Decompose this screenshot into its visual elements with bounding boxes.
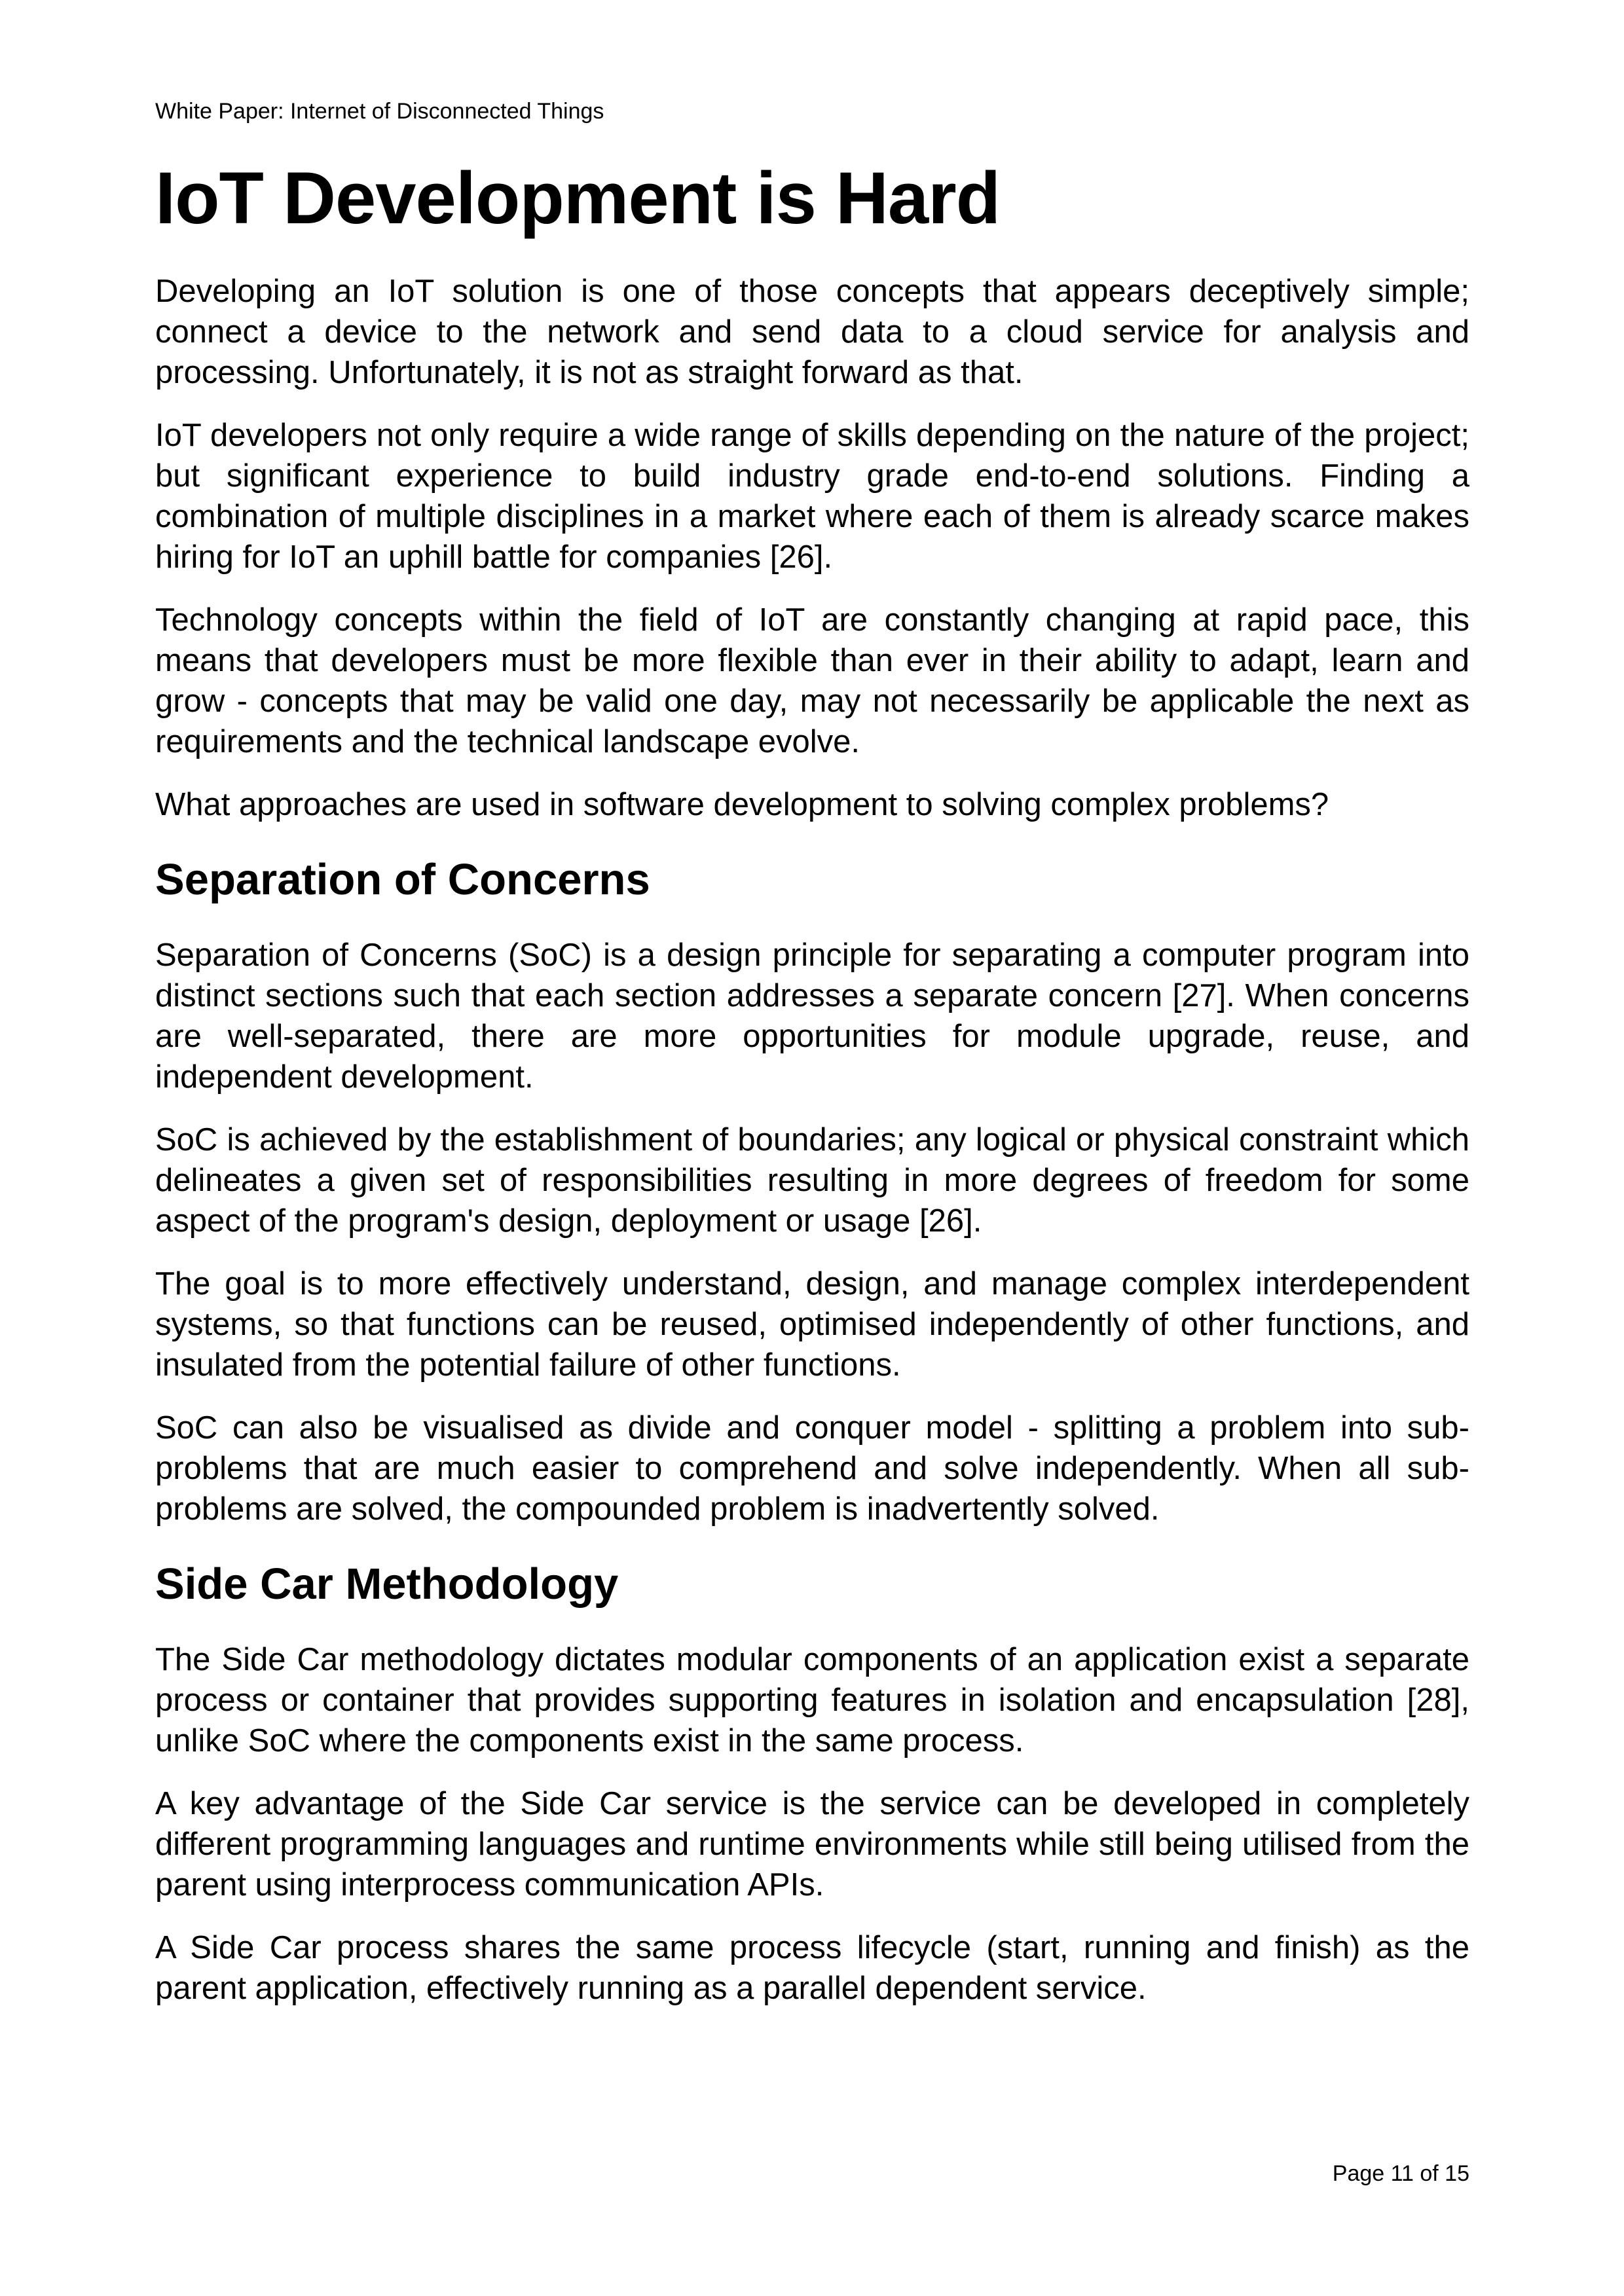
intro-paragraph-1: Developing an IoT solution is one of those concepts that appears deceptively simple; connect a device to the network and send data to a cloud service for analysis and processing. Unfortunately, it is not as straight forward as that. bbox=[155, 274, 1469, 390]
page-number: Page 11 of 15 bbox=[1332, 2161, 1469, 2186]
intro-paragraph-4: What approaches are used in software development to solving complex problems? bbox=[155, 787, 1329, 822]
running-header: White Paper: Internet of Disconnected Things bbox=[155, 99, 604, 124]
sidecar-paragraph-1: The Side Car methodology dictates modular components of an application exist a separate process or container that provides supporting features in isolation and encapsulation [28], unlike SoC where the components exist in the same process. bbox=[155, 1642, 1469, 1758]
section-heading-separation-of-concerns: Separation of Concerns bbox=[155, 855, 650, 904]
soc-paragraph-1: Separation of Concerns (SoC) is a design principle for separating a computer program into distinct sections such that each section addresses a separate concern [27]. When concerns are well-separated, there are more opportunities for module upgrade, reuse, and independent development. bbox=[155, 938, 1469, 1095]
soc-paragraph-3: The goal is to more effectively understand, design, and manage complex interdependent systems, so that functions can be reused, optimised independently of other functions, and insulated from the potential failure of other functions. bbox=[155, 1266, 1469, 1383]
sidecar-paragraph-3: A Side Car process shares the same process lifecycle (start, running and finish) as the parent application, effectively running as a parallel dependent service. bbox=[155, 1930, 1469, 2006]
section-heading-side-car-methodology: Side Car Methodology bbox=[155, 1559, 619, 1609]
page-title: IoT Development is Hard bbox=[155, 157, 1001, 239]
intro-paragraph-2: IoT developers not only require a wide range of skills depending on the nature of the project; but significant experience to build industry grade end-to-end solutions. Finding a combination of multiple disciplines in a market where each of them is already scarce makes hiring for IoT an uphill battle for companies [26]. bbox=[155, 418, 1469, 575]
intro-paragraph-3: Technology concepts within the field of IoT are constantly changing at rapid pace, this means that developers must be more flexible than ever in their ability to adapt, learn and grow - concepts that may be valid one day, may not necessarily be applicable the next as requirements and the technical landscape evolve. bbox=[155, 602, 1469, 759]
sidecar-paragraph-2: A key advantage of the Side Car service is the service can be developed in completely different programming languages and runtime environments while still being utilised from the parent using interprocess communication APIs. bbox=[155, 1786, 1469, 1903]
soc-paragraph-2: SoC is achieved by the establishment of boundaries; any logical or physical constraint which delineates a given set of responsibilities resulting in more degrees of freedom for some aspect of the program's design, deployment or usage [26]. bbox=[155, 1122, 1469, 1239]
soc-paragraph-4: SoC can also be visualised as divide and conquer model - splitting a problem into sub-problems that are much easier to comprehend and solve independently. When all sub-problems are solved, the compounded problem is inadvertently solved. bbox=[155, 1410, 1469, 1527]
